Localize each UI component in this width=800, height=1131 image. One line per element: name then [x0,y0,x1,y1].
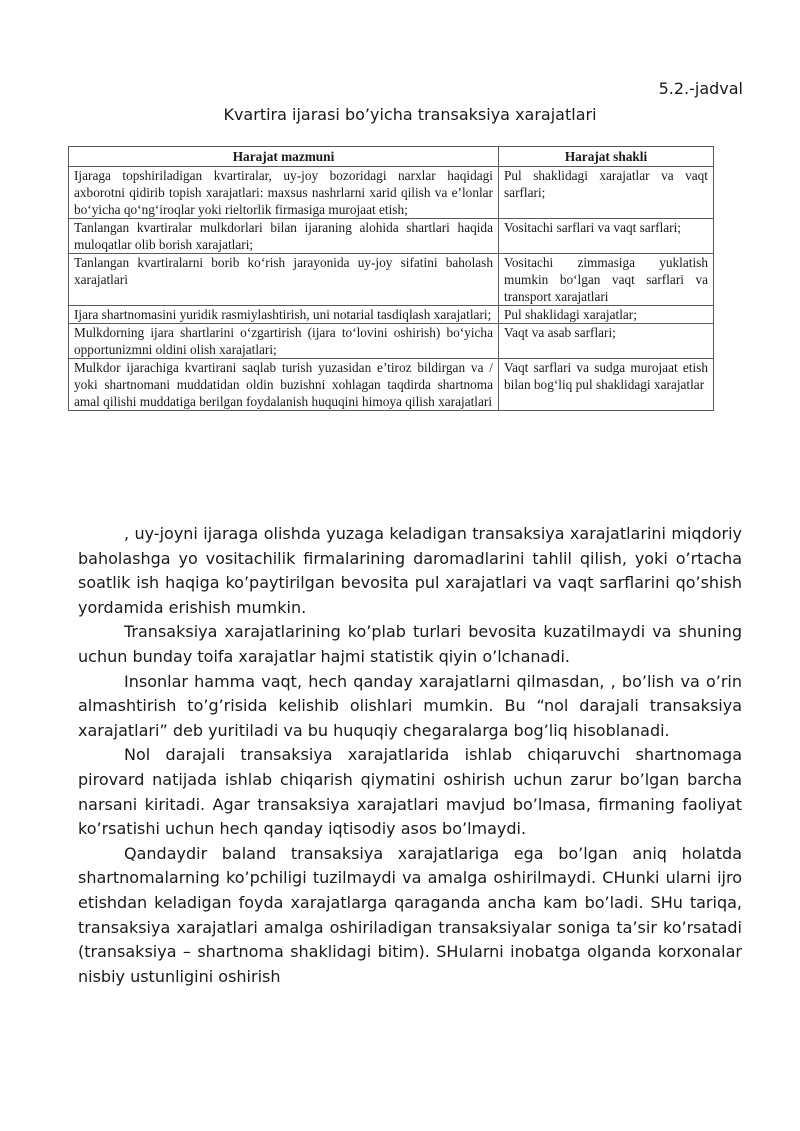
paragraph: Insonlar hamma vaqt, hech qanday xarajatlarni qilmasdan, , bo’lish va o’rin almashtirish to’g’risida kelishib olishlari mumkin. Bu “nol darajali transaksiya xarajatlari” deb yuritiladi va bu huquqiy chegaralarga bog’liq hisoblanadi. [78,671,742,740]
table-cell: Vositachi sarflari va vaqt sarflari; [499,219,714,254]
table-cell: Vositachi zimmasiga yuklatish mumkin bo‘lgan vaqt sarflari va transport xarajatlari [499,254,714,306]
table-cell: Vaqt sarflari va sudga murojaat etish bilan bog‘liq pul shaklidagi xarajatlar [499,359,714,411]
column-header: Harajat shakli [499,147,714,167]
table-cell: Mulkdor ijarachiga kvartirani saqlab turish yuzasidan e’tiroz bildirgan va / yoki shartnomani muddatidan oldin buzishni xohlagan taqdirda shartnoma amal qilishi muddatiga berilgan foydalanish huquqini himoya qilish xarajatlari [69,359,499,411]
paragraph: , uy-joyni ijaraga olishda yuzaga keladigan transaksiya xarajatlarini miqdoriy baholashga yo vositachilik firmalarining daromadlarini tahlil qilish, yoki o’rtacha soatlik ish haqiga ko’paytirilgan bevosita pul xarajatlari va vaqt sarflarini qo’shish yordamida erishish mumkin. [78,524,742,617]
paragraph: Qandaydir baland transaksiya xarajatlariga ega bo’lgan aniq holatda shartnomalarning ko’pchiligi tuzilmaydi va amalga oshirilmaydi. CHunki ularni ijro etishdan keladigan foyda xarajatlarga qaraganda ancha kam bo’ladi. SHu tariqa, transaksiya xarajatlari amalga oshiriladigan transaksiyalar soniga ta’sir ko’rsatadi (transaksiya – shartnoma shaklidagi bitim). SHularni inobatga olganda korxonalar nisbiy ustunligini oshirish [78,843,742,986]
table-title: Kvartira ijarasi bo’yicha transaksiya xarajatlari [223,105,597,124]
table-row [69,219,714,254]
table-cell: Mulkdorning ijara shartlarini o‘zgartirish (ijara to‘lovini oshirish) bo‘yicha opportunizmni oldini olish xarajatlari; [69,324,499,359]
table-cell: Pul shaklidagi xarajatlar va vaqt sarflari; [499,167,714,219]
body-text [78,522,742,989]
table-row [69,306,714,324]
table-header-row [69,147,714,167]
table-number: 5.2.-jadval [658,79,743,98]
table-cell: Ijaraga topshiriladigan kvartiralar, uy-joy bozoridagi narxlar haqidagi axborotni qidirib topish xarajatlari: maxsus nashrlarni xarid qilish va e’lonlar bo‘yicha qo‘ng‘iroqlar yoki rieltorlik firmasiga murojaat etish; [69,167,499,219]
table-row [69,359,714,411]
cost-table [68,146,714,411]
table-cell: Tanlangan kvartiralar mulkdorlari bilan ijaraning alohida shartlari haqida muloqatlar olib borish xarajatlari; [69,219,499,254]
table-row [69,167,714,219]
paragraph: Nol darajali transaksiya xarajatlarida ishlab chiqaruvchi shartnomaga pirovard natijada ishlab chiqarish qiymatini oshirish uchun zarur bo’lgan barcha narsani kiritadi. Agar transaksiya xarajatlari mavjud bo’lmasa, firmaning faoliyat ko’rsatishi uchun hech qanday iqtisodiy asos bo’lmaydi. [78,745,742,839]
paragraph: Transaksiya xarajatlarining ko’plab turlari bevosita kuzatilmaydi va shuning uchun bunday toifa xarajatlar hajmi statistik qiyin o’lchanadi. [78,622,742,666]
column-header: Harajat mazmuni [69,147,499,167]
table-row [69,324,714,359]
table-cell: Tanlangan kvartiralarni borib ko‘rish jarayonida uy-joy sifatini baholash xarajatlari [69,254,499,306]
table-cell: Pul shaklidagi xarajatlar; [499,306,714,324]
table-cell: Ijara shartnomasini yuridik rasmiylashtirish, uni notarial tasdiqlash xarajatlari; [69,306,499,324]
table-row [69,254,714,306]
table-cell: Vaqt va asab sarflari; [499,324,714,359]
